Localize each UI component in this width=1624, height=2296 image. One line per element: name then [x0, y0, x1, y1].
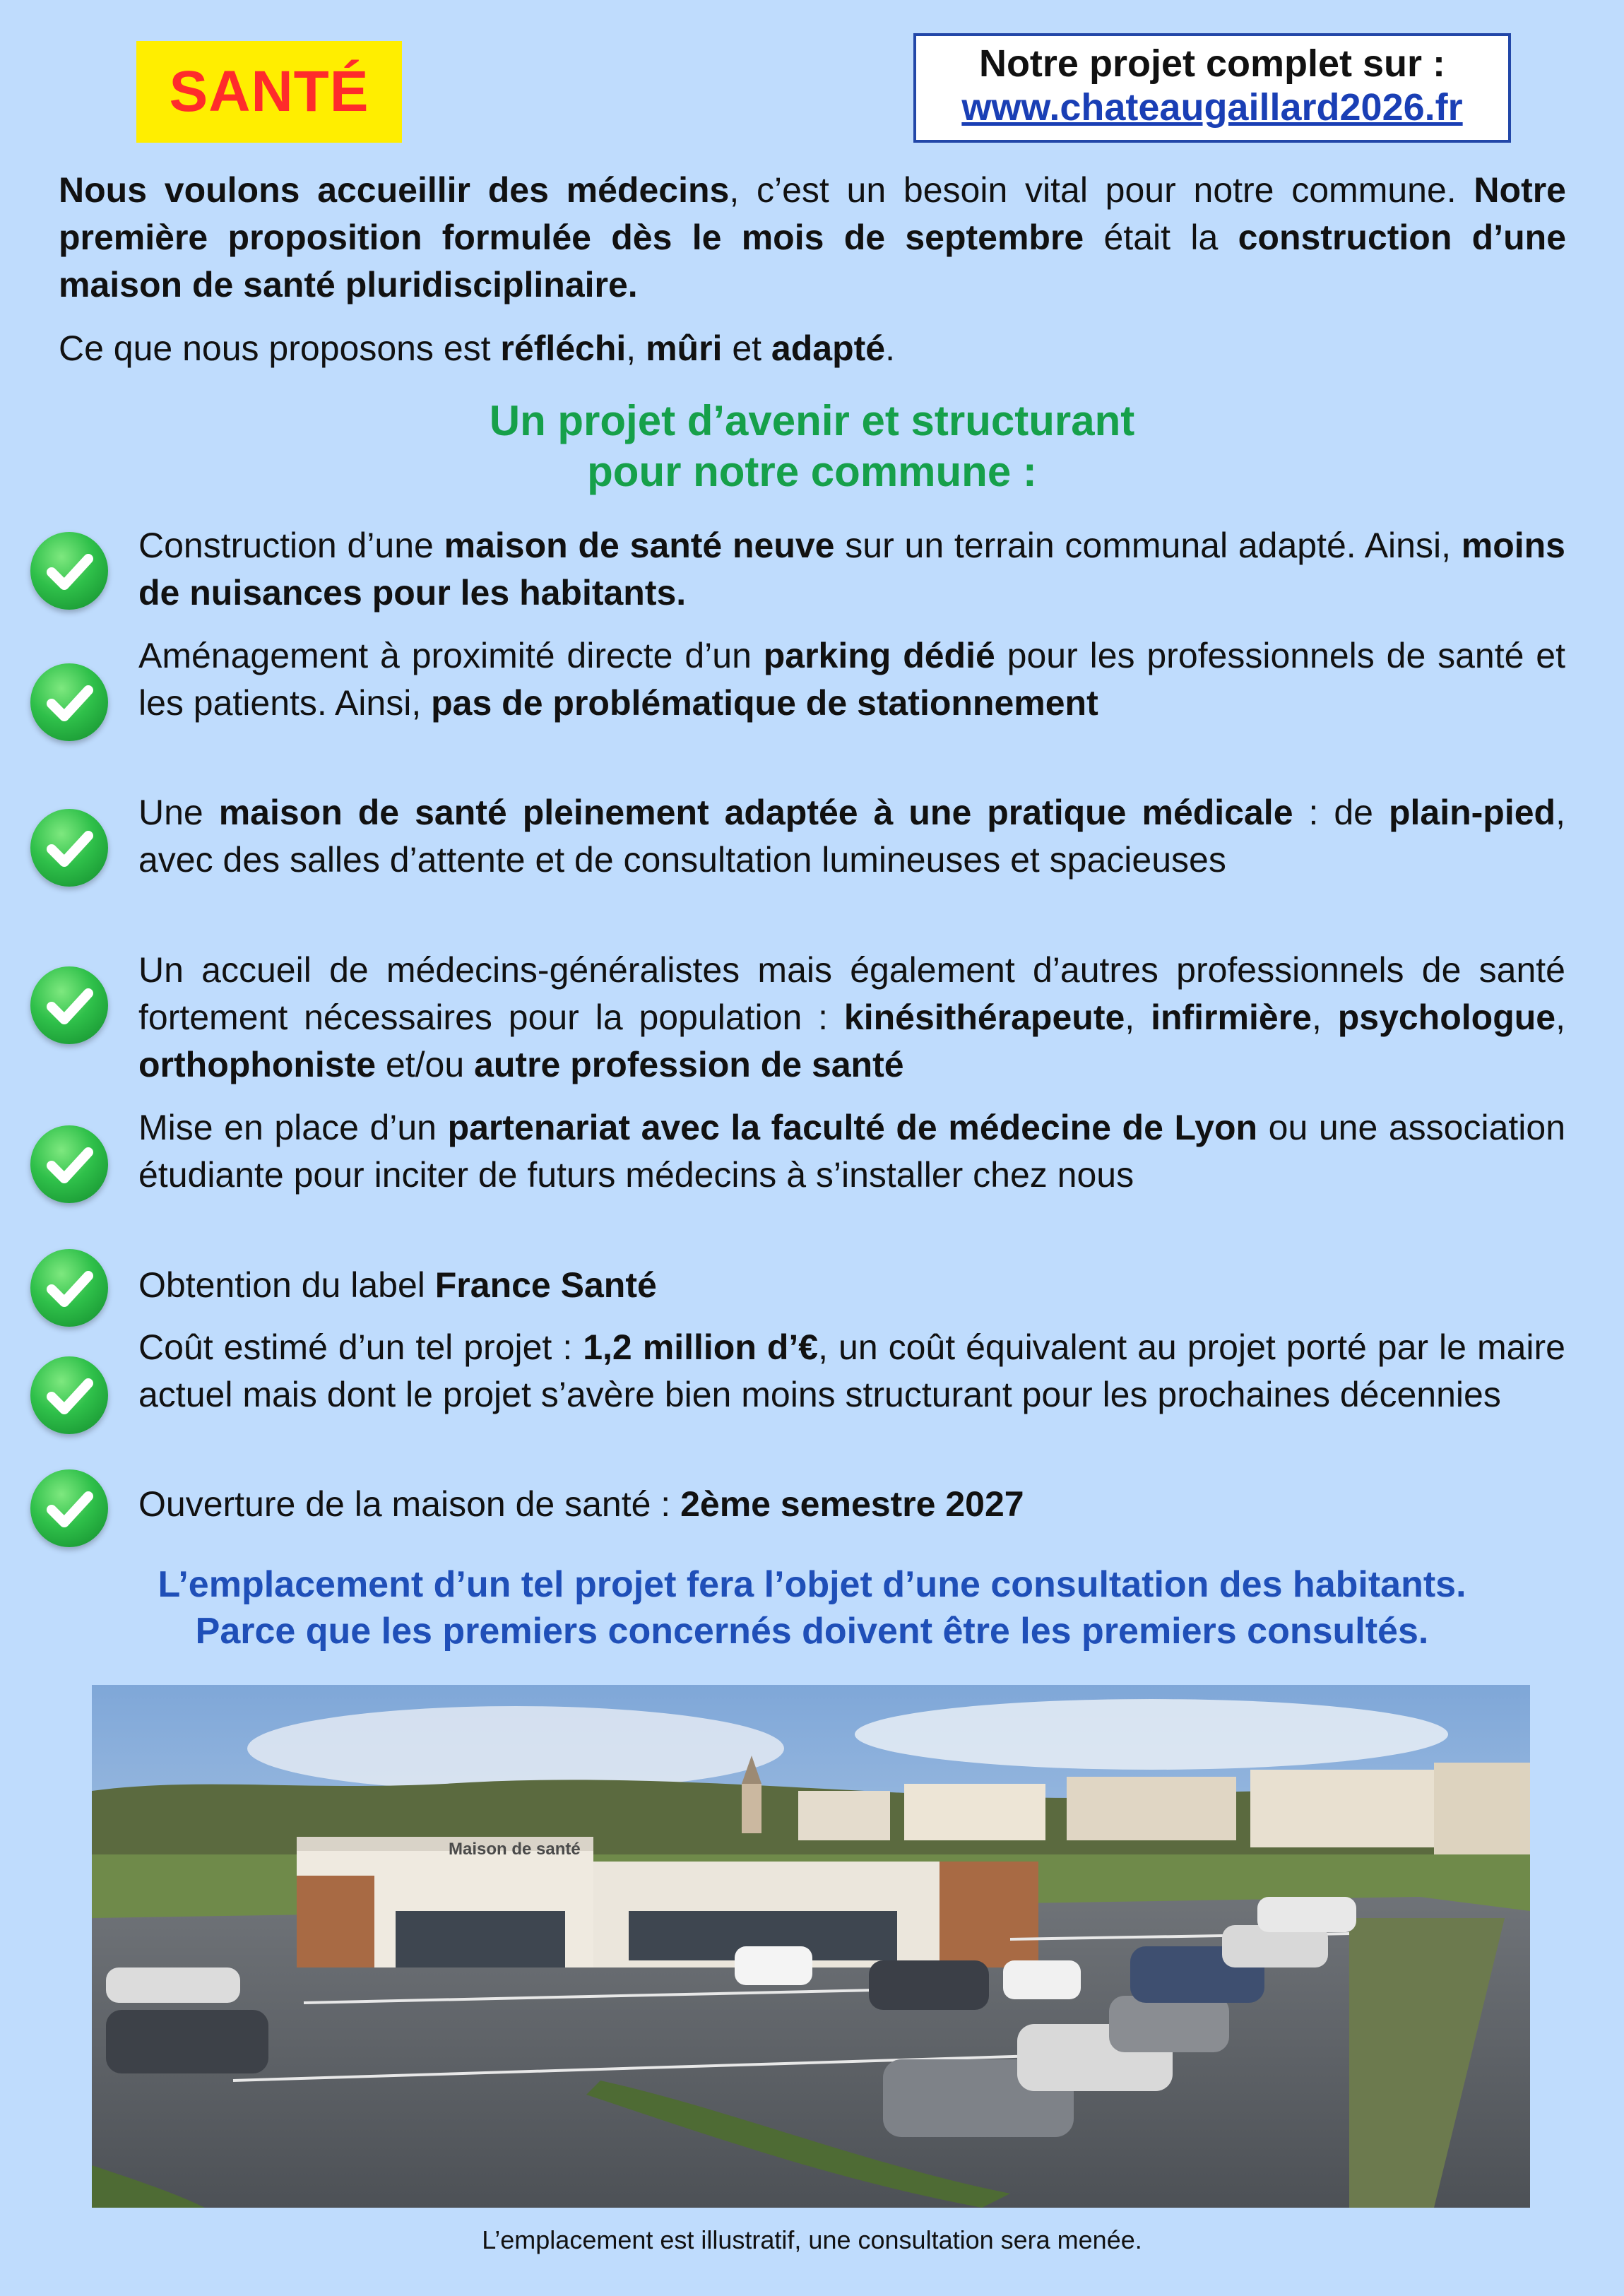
- section-title: SANTÉ: [169, 59, 369, 124]
- section-heading: Un projet d’avenir et structurant pour notre commune :: [489, 397, 1135, 495]
- photo-caption: L’emplacement est illustratif, une consultation sera menée.: [482, 2225, 1142, 2254]
- building-sign: Maison de santé: [449, 1840, 581, 1859]
- health-center-illustration: [92, 1685, 1530, 2208]
- green-check-icon: [30, 1469, 108, 1547]
- link-box-label: Notre projet complet sur :: [978, 42, 1446, 85]
- green-check-icon: [30, 809, 108, 887]
- list-item: Aménagement à proximité directe d’un parking dédié pour les professionnels de santé et les patients. Ainsi, pas de problématique de stationnement: [138, 636, 1565, 723]
- list-item: Ouverture de la maison de santé : 2ème semestre 2027: [138, 1484, 1024, 1524]
- intro-statement: Ce que nous proposons est réfléchi, mûri et adapté.: [59, 329, 895, 368]
- list-item: Une maison de santé pleinement adaptée à une pratique médicale : de plain-pied, avec des salles d’attente et de consultation lumineuses et spacieuses: [138, 793, 1565, 880]
- consultation-statement: L’emplacement d’un tel projet fera l’objet d’une consultation des habitants. Parce que les premiers concernés doivent être les premiers consultés.: [158, 1564, 1466, 1652]
- green-check-icon: [30, 1249, 108, 1327]
- list-item: Coût estimé d’un tel projet : 1,2 million d’€, un coût équivalent au projet porté par le maire actuel mais dont le projet s’avère bien moins structurant pour les prochaines décennies: [138, 1327, 1565, 1414]
- list-item: Construction d’une maison de santé neuve sur un terrain communal adapté. Ainsi, moins de nuisances pour les habitants.: [138, 526, 1565, 613]
- list-item: Obtention du label France Santé: [138, 1265, 657, 1305]
- list-item: Mise en place d’un partenariat avec la faculté de médecine de Lyon ou une association étudiante pour inciter de futurs médecins à s’installer chez nous: [138, 1108, 1565, 1195]
- green-check-icon: [30, 532, 108, 610]
- list-item: Un accueil de médecins-généralistes mais également d’autres professionnels de santé fortement nécessaires pour la population : kinésithérapeute, infirmière, psychologue, orthophoniste et/ou autre profession de santé: [138, 950, 1565, 1084]
- section-badge: [136, 41, 402, 143]
- project-link-box: [913, 33, 1511, 143]
- green-check-icon: [30, 1356, 108, 1434]
- project-website-link[interactable]: www.chateaugaillard2026.fr: [961, 86, 1463, 129]
- health-center-photo: [92, 1685, 1530, 2208]
- green-check-icon: [30, 663, 108, 741]
- green-check-icon: [30, 966, 108, 1044]
- intro-paragraph: Nous voulons accueillir des médecins, c’est un besoin vital pour notre commune. Notre première proposition formulée dès le mois de septembre était la construction d’une maison de santé pluridisciplinaire.: [59, 170, 1567, 304]
- green-check-icon: [30, 1125, 108, 1203]
